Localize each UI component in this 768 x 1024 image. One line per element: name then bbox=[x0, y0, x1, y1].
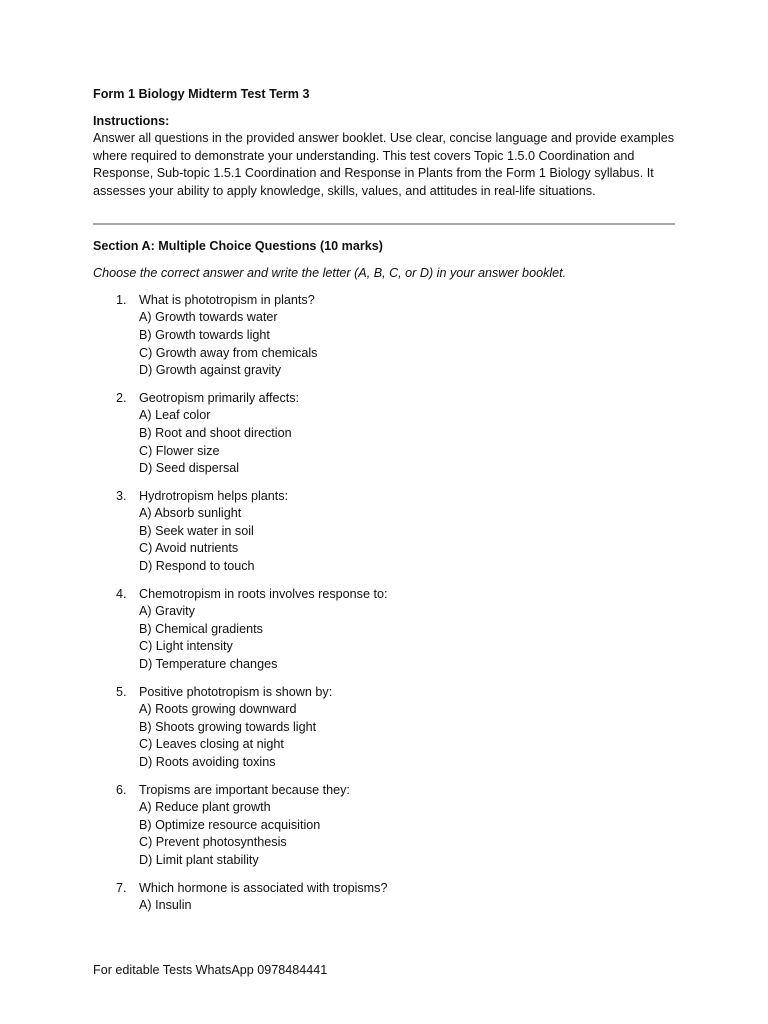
question-number: 6. bbox=[116, 782, 127, 797]
footer-contact: For editable Tests WhatsApp 0978484441 bbox=[93, 963, 328, 977]
answer-option-b: B) Chemical gradients bbox=[139, 621, 263, 636]
instructions-heading: Instructions: bbox=[93, 113, 170, 128]
answer-option-a: A) Roots growing downward bbox=[139, 702, 297, 717]
answer-option-a: A) Insulin bbox=[139, 898, 192, 913]
question-number: 3. bbox=[116, 488, 127, 503]
answer-option-b: B) Seek water in soil bbox=[139, 523, 254, 538]
answer-option-a: A) Growth towards water bbox=[139, 310, 278, 325]
answer-option-a: A) Reduce plant growth bbox=[139, 800, 271, 815]
answer-option-b: B) Shoots growing towards light bbox=[139, 719, 317, 734]
question-text: Tropisms are important because they: bbox=[139, 782, 350, 797]
answer-option-a: A) Leaf color bbox=[139, 408, 211, 423]
answer-option-d: D) Temperature changes bbox=[139, 657, 278, 672]
document-page bbox=[93, 86, 678, 925]
answer-option-b: B) Root and shoot direction bbox=[139, 425, 292, 440]
answer-option-c: C) Leaves closing at night bbox=[139, 737, 284, 752]
question-text: Geotropism primarily affects: bbox=[139, 390, 300, 405]
answer-option-b: B) Growth towards light bbox=[139, 327, 270, 342]
answer-option-b: B) Optimize resource acquisition bbox=[139, 817, 321, 832]
question-text: Chemotropism in roots involves response to: bbox=[139, 586, 388, 601]
question-6 bbox=[93, 782, 678, 870]
question-text: What is phototropism in plants? bbox=[139, 292, 315, 307]
answer-option-c: C) Light intensity bbox=[139, 639, 233, 654]
answer-option-c: C) Avoid nutrients bbox=[139, 541, 239, 556]
instructions-body: Answer all questions in the provided answer booklet. Use clear, concise language and provide examples where required to demonstrate your understanding. This test covers Topic 1.5.0 Coordination and Response, Sub-topic 1.5.1 Coordination and Response in Plants from the Form 1 Biology syllabus. It assesses your ability to apply knowledge, skills, values, and attitudes in real-life situations. bbox=[93, 131, 675, 198]
answer-option-d: D) Growth against gravity bbox=[139, 363, 282, 378]
answer-option-c: C) Prevent photosynthesis bbox=[139, 835, 287, 850]
question-text: Which hormone is associated with tropisms? bbox=[139, 880, 388, 895]
question-7 bbox=[93, 880, 678, 915]
answer-option-c: C) Flower size bbox=[139, 443, 220, 458]
question-number: 2. bbox=[116, 390, 127, 405]
question-number: 5. bbox=[116, 684, 127, 699]
question-4 bbox=[93, 586, 678, 674]
question-3 bbox=[93, 488, 678, 576]
answer-option-d: D) Seed dispersal bbox=[139, 461, 240, 476]
answer-option-a: A) Gravity bbox=[139, 604, 195, 619]
answer-option-d: D) Respond to touch bbox=[139, 559, 255, 574]
answer-option-c: C) Growth away from chemicals bbox=[139, 345, 318, 360]
horizontal-divider bbox=[93, 223, 675, 225]
question-number: 4. bbox=[116, 586, 127, 601]
question-number: 1. bbox=[116, 292, 127, 307]
answer-option-a: A) Absorb sunlight bbox=[139, 506, 242, 521]
question-5 bbox=[93, 684, 678, 772]
question-number: 7. bbox=[116, 880, 127, 895]
answer-option-d: D) Roots avoiding toxins bbox=[139, 755, 276, 769]
question-2 bbox=[93, 390, 678, 478]
document-title: Form 1 Biology Midterm Test Term 3 bbox=[93, 87, 310, 101]
section-a-instruction: Choose the correct answer and write the letter (A, B, C, or D) in your answer booklet. bbox=[93, 266, 567, 281]
question-text: Hydrotropism helps plants: bbox=[139, 488, 289, 503]
question-list bbox=[93, 292, 678, 915]
section-a-title: Section A: Multiple Choice Questions (10 marks) bbox=[93, 238, 383, 253]
answer-option-d: D) Limit plant stability bbox=[139, 852, 259, 867]
question-1 bbox=[93, 292, 678, 380]
question-text: Positive phototropism is shown by: bbox=[139, 684, 333, 699]
